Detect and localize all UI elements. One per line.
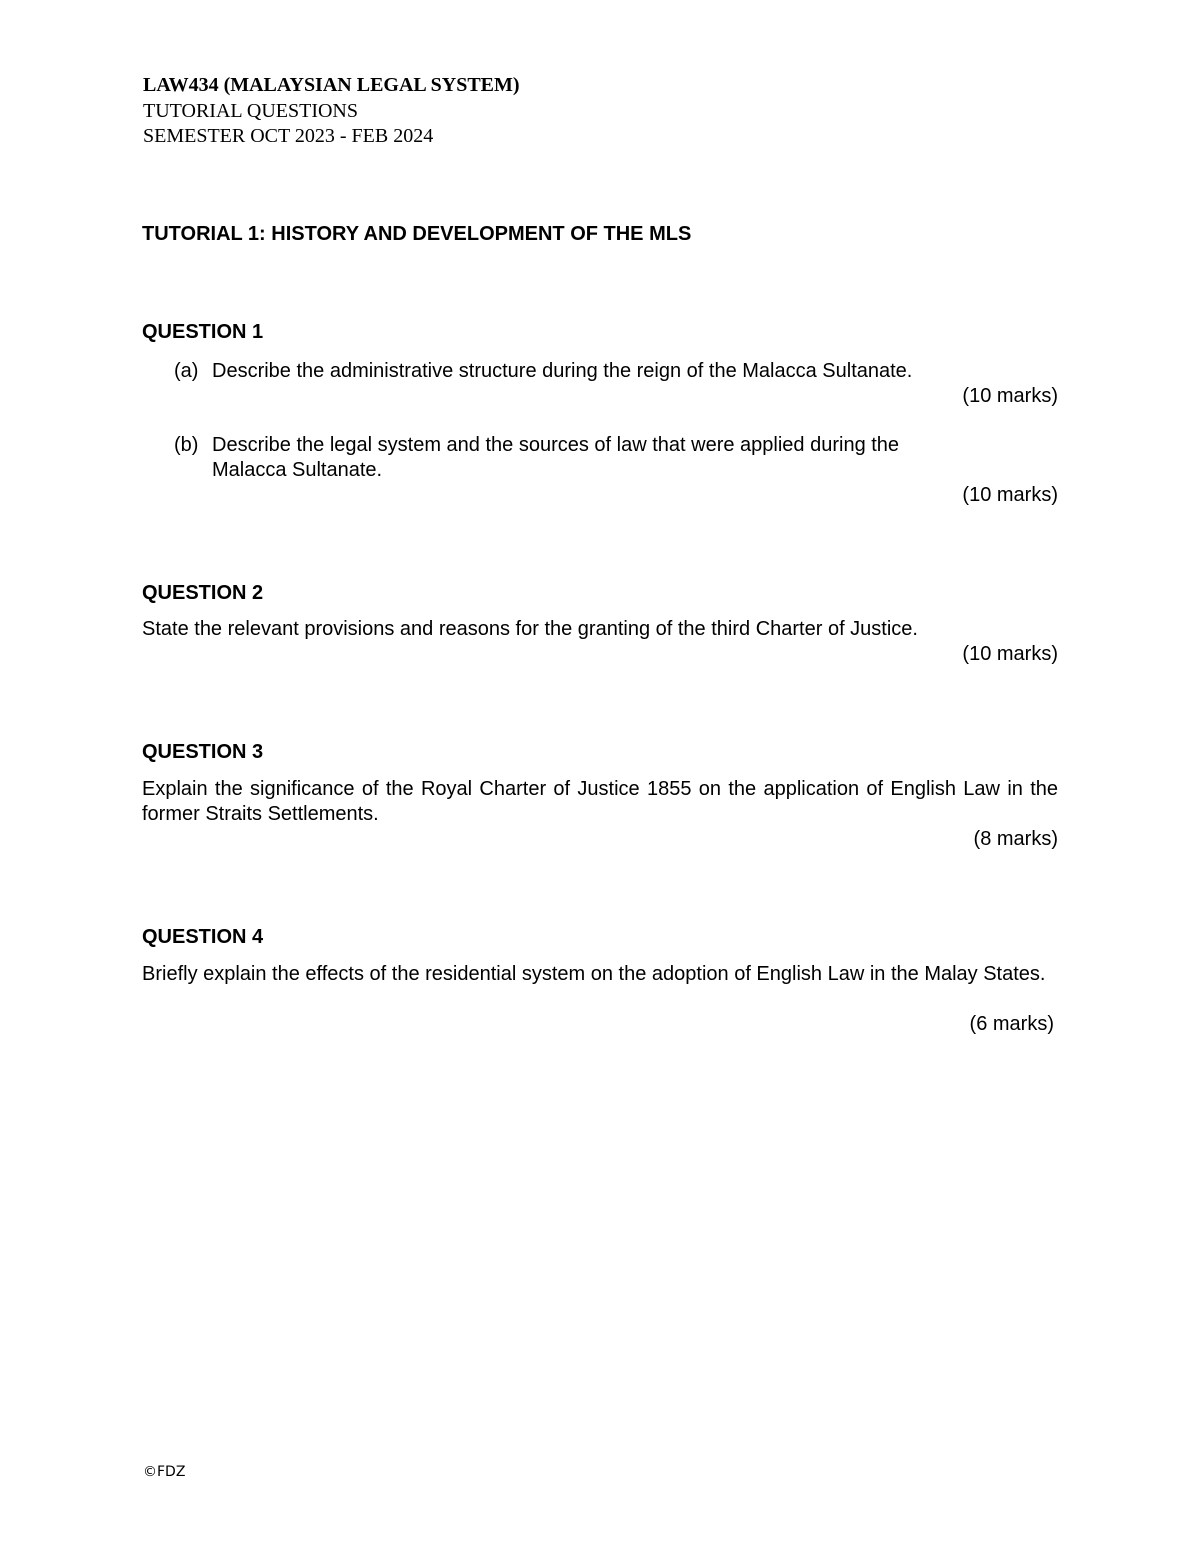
question-1b-label: (b) — [174, 434, 199, 456]
document-subtitle: TUTORIAL QUESTIONS — [143, 100, 358, 122]
question-3-text: Explain the significance of the Royal Charter of Justice 1855 on the application of English Law in the former Straits Settlements. — [142, 778, 1058, 825]
question-2-text: State the relevant provisions and reasons for the granting of the third Charter of Justice. — [142, 618, 918, 640]
tutorial-title: TUTORIAL 1: HISTORY AND DEVELOPMENT OF THE MLS — [142, 223, 692, 245]
question-2-heading: QUESTION 2 — [142, 582, 264, 604]
course-title: LAW434 (MALAYSIAN LEGAL SYSTEM) — [143, 74, 520, 96]
question-1b-text: Describe the legal system and the sources of law that were applied during the Malacca Sultanate. — [212, 434, 900, 481]
question-4-marks: (6 marks) — [969, 1013, 1054, 1035]
question-1a-label: (a) — [174, 360, 199, 382]
semester-line: SEMESTER OCT 2023 - FEB 2024 — [143, 125, 434, 147]
question-1b-marks: (10 marks) — [962, 484, 1058, 506]
question-1a-marks: (10 marks) — [962, 385, 1058, 407]
question-3-marks: (8 marks) — [973, 828, 1058, 850]
question-1-heading: QUESTION 1 — [142, 321, 264, 343]
question-4-heading: QUESTION 4 — [142, 926, 264, 948]
question-1a-text: Describe the administrative structure during the reign of the Malacca Sultanate. — [212, 360, 913, 382]
question-3-heading: QUESTION 3 — [142, 741, 264, 763]
copyright-footer: ©FDZ — [143, 1464, 186, 1480]
question-4-text: Briefly explain the effects of the residential system on the adoption of English Law in the Malay States. — [142, 963, 1046, 985]
question-2-marks: (10 marks) — [962, 643, 1058, 665]
